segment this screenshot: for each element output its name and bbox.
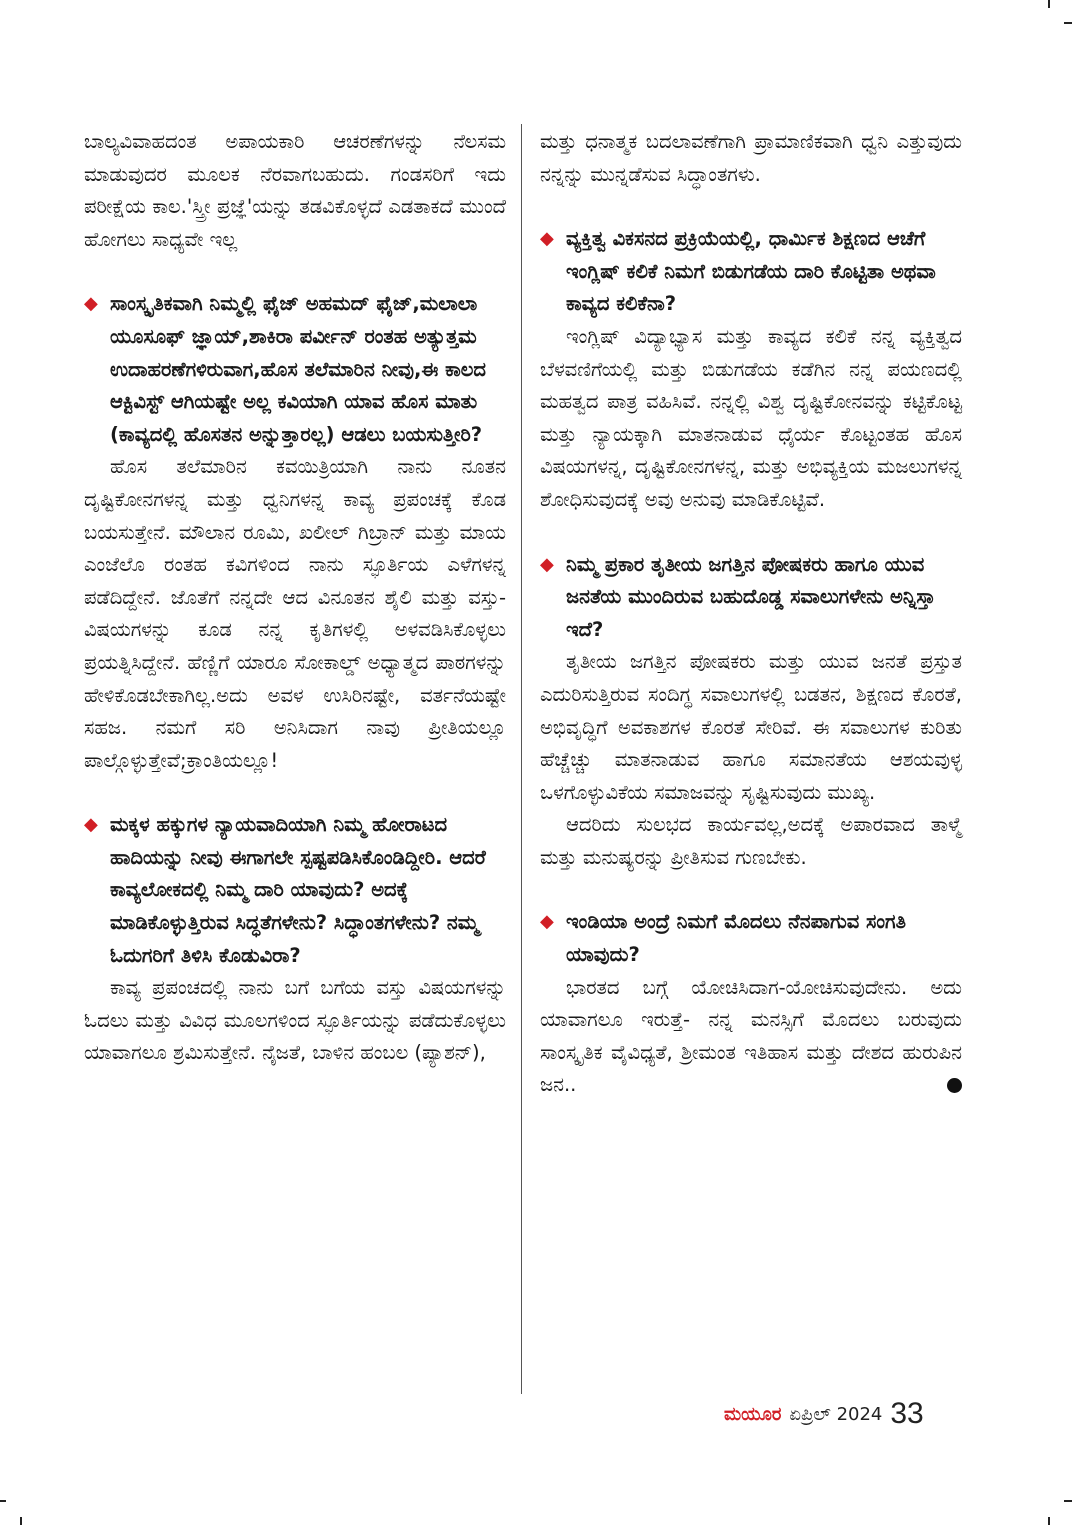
left-column (84, 126, 506, 1070)
crop-mark (20, 1517, 22, 1525)
answer-text: ಭಾರತದ ಬಗ್ಗೆ ಯೋಚಿಸಿದಾಗ-ಯೋಚಿಸುವುದೇನು. ಅದು ಯಾವಾಗಲೂ ಇರುತ್ತೆ- ನನ್ನ ಮನಸ್ಸಿಗೆ ಮೊದಲು ಬರುವುದು ಸಾಂಸ್ಕೃತಿಕ ವೈವಿಧ್ಯತೆ, ಶ್ರೀಮಂತ ಇತಿಹಾಸ ಮತ್ತು ದೇಶದ ಹುರುಪಿನ ಜನ.. (540, 975, 962, 1097)
answer-paragraph: ಆದರಿದು ಸುಲಭದ ಕಾರ್ಯವಲ್ಲ,ಅದಕ್ಕೆ ಅಪಾರವಾದ ತಾಳ್ಮೆ ಮತ್ತು ಮನುಷ್ಯರನ್ನು ಪ್ರೀತಿಸುವ ಗುಣಬೇಕು. (540, 813, 962, 869)
diamond-bullet-icon: ◆ (84, 293, 98, 315)
right-column (540, 126, 962, 1102)
page-number: 33 (890, 1397, 924, 1430)
crop-mark (1048, 0, 1050, 8)
diamond-bullet-icon: ◆ (84, 814, 98, 836)
answer-paragraph: ತೃತೀಯ ಜಗತ್ತಿನ ಪೋಷಕರು ಮತ್ತು ಯುವ ಜನತೆ ಪ್ರಸ್ತುತ ಎದುರಿಸುತ್ತಿರುವ ಸಂದಿಗ್ಧ ಸವಾಲುಗಳಲ್ಲಿ ಬಡತನ, ಶಿಕ್ಷಣದ ಕೊರತೆ, ಅಭಿವೃದ್ಧಿಗೆ ಅವಕಾಶಗಳ ಕೊರತೆ ಸೇರಿವೆ. ಈ ಸವಾಲುಗಳ ಕುರಿತು ಹೆಚ್ಚೆಚ್ಚು ಮಾತನಾಡುವ ಹಾಗೂ ಸಮಾನತೆಯ ಆಶಯವುಳ್ಳ ಒಳಗೊಳ್ಳುವಿಕೆಯ ಸಮಾಜವನ್ನು ಸೃಷ್ಟಿಸುವುದು ಮುಖ್ಯ. (540, 650, 962, 804)
diamond-bullet-icon: ◆ (540, 228, 554, 250)
question-text: ವ್ಯಕ್ತಿತ್ವ ವಿಕಸನದ ಪ್ರಕ್ರಿಯೆಯಲ್ಲಿ, ಧಾರ್ಮಿಕ ಶಿಕ್ಷಣದ ಆಚೆಗೆ ಇಂಗ್ಲಿಷ್ ಕಲಿಕೆ ನಿಮಗೆ ಬಿಡುಗಡೆಯ ದಾರಿ ಕೊಟ್ಟಿತಾ ಅಥವಾ ಕಾವ್ಯದ ಕಲಿಕೆನಾ? (566, 227, 936, 316)
question-text: ನಿಮ್ಮ ಪ್ರಕಾರ ತೃತೀಯ ಜಗತ್ತಿನ ಪೋಷಕರು ಹಾಗೂ ಯುವ ಜನತೆಯ ಮುಂದಿರುವ ಬಹುದೊಡ್ಡ ಸವಾಲುಗಳೇನು ಅನ್ನಿಸ್ತಾ ಇದೆ? (566, 552, 936, 641)
question-text: ಇಂಡಿಯಾ ಅಂದ್ರೆ ನಿಮಗೆ ಮೊದಲು ನೆನಪಾಗುವ ಸಂಗತಿ ಯಾವುದು? (566, 910, 906, 967)
answer-paragraph: ಇಂಗ್ಲಿಷ್ ವಿದ್ಯಾಭ್ಯಾಸ ಮತ್ತು ಕಾವ್ಯದ ಕಲಿಕೆ ನನ್ನ ವ್ಯಕ್ತಿತ್ವದ ಬೆಳವಣಿಗೆಯಲ್ಲಿ ಮತ್ತು ಬಿಡುಗಡೆಯ ಕಡೆಗಿನ ನನ್ನ ಪಯಣದಲ್ಲಿ ಮಹತ್ವದ ಪಾತ್ರ ವಹಿಸಿವೆ. ನನ್ನಲ್ಲಿ ವಿಶ್ವ ದೃಷ್ಟಿಕೋನವನ್ನು ಕಟ್ಟಿಕೊಟ್ಟ ಮತ್ತು ನ್ಯಾಯಕ್ಕಾಗಿ ಮಾತನಾಡುವ ಧೈರ್ಯ ಕೊಟ್ಟಂತಹ ಹೊಸ ವಿಷಯಗಳನ್ನ, ದೃಷ್ಟಿಕೋನಗಳನ್ನ, ಮತ್ತು ಅಭಿವ್ಯಕ್ತಿಯ ಮಜಲುಗಳನ್ನ ಶೋಧಿಸುವುದಕ್ಕೆ ಅವು ಅನುವು ಮಾಡಿಕೊಟ್ಟಿವೆ. (540, 324, 962, 511)
issue-date: ಏಪ್ರಿಲ್ 2024 (789, 1403, 883, 1425)
answer-paragraph: ಕಾವ್ಯ ಪ್ರಪಂಚದಲ್ಲಿ ನಾನು ಬಗೆ ಬಗೆಯ ವಸ್ತು ವಿಷಯಗಳನ್ನು ಓದಲು ಮತ್ತು ವಿವಿಧ ಮೂಲಗಳಿಂದ ಸ್ಫೂರ್ತಿಯನ್ನು ಪಡೆದುಕೊಳ್ಳಲು ಯಾವಾಗಲೂ ಶ್ರಮಿಸುತ್ತೇನೆ. ನೈಜತೆ, ಬಾಳಿನ ಹಂಬಲ (ಪ್ಯಾಶನ್), (84, 976, 506, 1065)
diamond-bullet-icon: ◆ (540, 553, 554, 575)
interview-question (540, 223, 962, 321)
answer-paragraph (540, 972, 962, 1102)
crop-mark (1064, 1500, 1072, 1502)
interview-question (84, 809, 506, 972)
crop-mark (0, 1500, 6, 1502)
question-text: ಮಕ್ಕಳ ಹಕ್ಕುಗಳ ನ್ಯಾಯವಾದಿಯಾಗಿ ನಿಮ್ಮ ಹೋರಾಟದ ಹಾದಿಯನ್ನು ನೀವು ಈಗಾಗಲೇ ಸ್ಪಷ್ಟಪಡಿಸಿಕೊಂಡಿದ್ದೀರಿ. ಆದರೆ ಕಾವ್ಯಲೋಕದಲ್ಲಿ ನಿಮ್ಮ ದಾರಿ ಯಾವುದು? ಅದಕ್ಕೆ ಮಾಡಿಕೊಳ್ಳುತ್ತಿರುವ ಸಿದ್ಧತೆಗಳೇನು? ಸಿದ್ಧಾಂತಗಳೇನು? ನಮ್ಮ ಓದುಗರಿಗೆ ತಿಳಿಸಿ ಕೊಡುವಿರಾ? (110, 813, 486, 967)
paragraph: ಮತ್ತು ಧನಾತ್ಮಕ ಬದಲಾವಣೆಗಾಗಿ ಪ್ರಾಮಾಣಿಕವಾಗಿ ಧ್ವನಿ ಎತ್ತುವುದು ನನ್ನನ್ನು ಮುನ್ನಡೆಸುವ ಸಿದ್ಧಾಂತಗಳು. (540, 130, 962, 186)
diamond-bullet-icon: ◆ (540, 911, 554, 933)
end-of-article-dot-icon (947, 1078, 962, 1093)
interview-question (540, 906, 962, 971)
paragraph: ಬಾಲ್ಯವಿವಾಹದಂತ ಅಪಾಯಕಾರಿ ಆಚರಣೆಗಳನ್ನು ನೆಲಸಮ ಮಾಡುವುದರ ಮೂಲಕ ನೆರವಾಗಬಹುದು. ಗಂಡಸರಿಗೆ ಇದು ಪರೀಕ್ಷೆಯ ಕಾಲ.'ಸ್ತ್ರೀ ಪ್ರಜ್ಞೆ'ಯನ್ನು ತಡವಿಕೊಳ್ಳದೆ ಎಡತಾಕದೆ ಮುಂದೆ ಹೋಗಲು ಸಾಧ್ಯವೇ ಇಲ್ಲ (84, 130, 506, 251)
crop-mark (1048, 1517, 1050, 1525)
page-footer (724, 1390, 924, 1438)
column-divider (521, 124, 522, 1394)
interview-question (540, 549, 962, 647)
interview-question (84, 288, 506, 451)
magazine-logo: ಮಯೂರ (724, 1403, 782, 1425)
crop-mark (1064, 22, 1072, 24)
answer-paragraph: ಹೊಸ ತಲೆಮಾರಿನ ಕವಯಿತ್ರಿಯಾಗಿ ನಾನು ನೂತನ ದೃಷ್ಟಿಕೋನಗಳನ್ನ ಮತ್ತು ಧ್ವನಿಗಳನ್ನ ಕಾವ್ಯ ಪ್ರಪಂಚಕ್ಕೆ ಕೊಡ ಬಯಸುತ್ತೇನೆ. ಮೌಲಾನ ರೂಮಿ, ಖಲೀಲ್ ಗಿಬ್ರಾನ್ ಮತ್ತು ಮಾಯ ಎಂಜೆಲೊ ರಂತಹ ಕವಿಗಳಿಂದ ನಾನು ಸ್ಫೂರ್ತಿಯ ಎಳೆಗಳನ್ನ ಪಡೆದಿದ್ದೇನೆ. ಜೊತೆಗೆ ನನ್ನದೇ ಆದ ವಿನೂತನ ಶೈಲಿ ಮತ್ತು ವಸ್ತು-ವಿಷಯಗಳನ್ನು ಕೂಡ ನನ್ನ ಕೃತಿಗಳಲ್ಲಿ ಅಳವಡಿಸಿಕೊಳ್ಳಲು ಪ್ರಯತ್ನಿಸಿದ್ದೇನೆ. ಹೆಣ್ಣಿಗೆ ಯಾರೂ ಸೋಕಾಲ್ಡ್ ಅಧ್ಯಾತ್ಮದ ಪಾಠಗಳನ್ನು ಹೇಳಿಕೊಡಬೇಕಾಗಿಲ್ಲ.ಅದು ಅವಳ ಉಸಿರಿನಷ್ಟೇ, ವರ್ತನೆಯಷ್ಟೇ ಸಹಜ. ನಮಗೆ ಸರಿ ಅನಿಸಿದಾಗ ನಾವು ಪ್ರೀತಿಯಲ್ಲೂ ಪಾಲ್ಗೊಳ್ಳುತ್ತೇವೆ;ಕ್ರಾಂತಿಯಲ್ಲೂ! (84, 455, 506, 772)
question-text: ಸಾಂಸ್ಕೃತಿಕವಾಗಿ ನಿಮ್ಮಲ್ಲಿ ಫೈಜ್ ಅಹಮದ್ ಫೈಜ್,ಮಲಾಲಾ ಯೂಸೂಫ್ ಜ್ಞಾಯ್,ಶಾಕಿರಾ ಪರ್ವೀನ್ ರಂತಹ ಅತ್ಯುತ್ತಮ ಉದಾಹರಣೆಗಳಿರುವಾಗ,ಹೊಸ ತಲೆಮಾರಿನ ನೀವು,ಈ ಕಾಲದ ಆಕ್ಟಿವಿಸ್ಟ್ ಆಗಿಯಷ್ಟೇ ಅಲ್ಲ ಕವಿಯಾಗಿ ಯಾವ ಹೊಸ ಮಾತು (ಕಾವ್ಯದಲ್ಲಿ ಹೊಸತನ ಅನ್ನುತ್ತಾರಲ್ಲ) ಆಡಲು ಬಯಸುತ್ತೀರಿ? (110, 292, 486, 446)
